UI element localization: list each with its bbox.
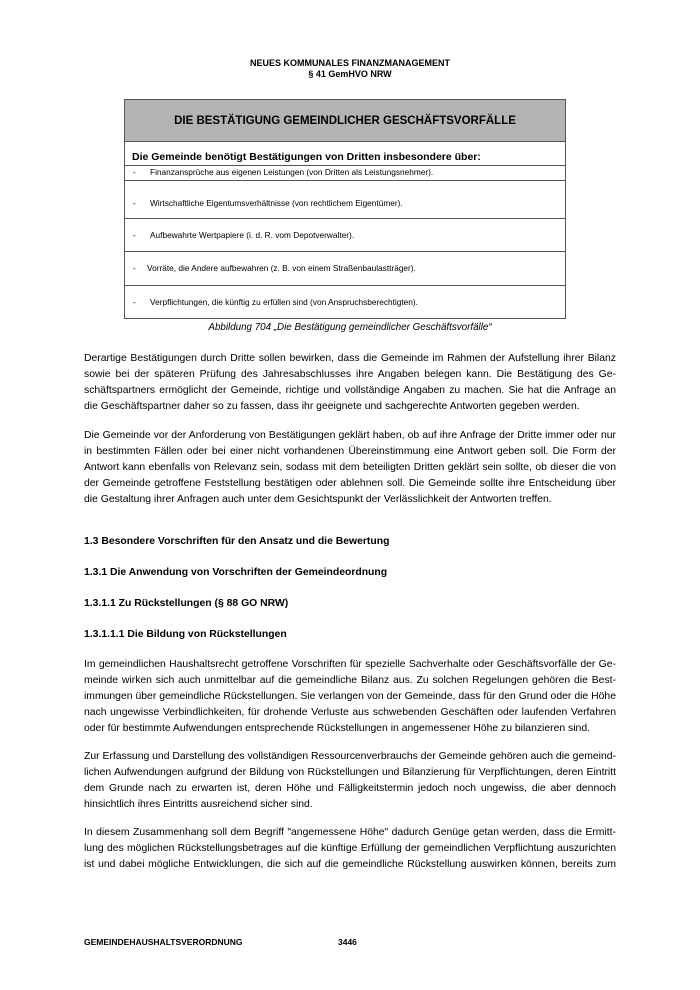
text-line: Im gemeindlichen Haushaltsrecht getroffene Vorschriften für spezielle Sachverhalte oder Geschäftsvorfälle der Ge- bbox=[84, 659, 616, 670]
item-dash: - bbox=[133, 263, 136, 273]
text-line: nach ungewisse Verbindlichkeiten, für drohende Verluste aus schwebenden Geschäften oder laufenden Verfahren bbox=[84, 707, 616, 718]
text-line: dem Grunde nach zu erwarten ist, deren Höhe und Fälligkeitstermin jedoch noch ungewiss, die aber dennoch bbox=[84, 783, 616, 794]
text-line: sowie bei der späteren Prüfung des Jahresabschlusses ihre Angaben belegen kann. Die Bestätigung des Ge- bbox=[84, 369, 616, 380]
text-line: Die Gemeinde vor der Anforderung von Bestätigungen geklärt haben, ob auf ihre Anfrage der Dritte immer oder nur bbox=[84, 430, 616, 441]
heading-1-3-1: 1.3.1 Die Anwendung von Vorschriften der Gemeindeordnung bbox=[84, 567, 388, 578]
paragraph-1 bbox=[84, 351, 616, 415]
text-line: die Gestaltung ihrer Anfragen auch unter dem Gesichtspunkt der Verlässlichkeit der Antworten treffen. bbox=[84, 494, 552, 505]
item-text: Wirtschaftliche Eigentumsverhältnisse (von rechtlichem Eigentümer). bbox=[150, 198, 403, 208]
box-title: DIE BESTÄTIGUNG GEMEINDLICHER GESCHÄFTSVORFÄLLE bbox=[125, 100, 565, 142]
text-line: in bestimmten Fällen oder bei einer nicht vorhandenen Übereinstimmung eine Antwort geben soll. Die Form der bbox=[84, 446, 616, 457]
heading-1-3-1-1: 1.3.1.1 Zu Rückstellungen (§ 88 GO NRW) bbox=[84, 598, 289, 609]
text-line: In diesem Zusammenhang soll dem Begriff "angemessene Höhe" dadurch Genüge getan werden, dass die Ermitt- bbox=[84, 827, 616, 838]
box-item bbox=[125, 251, 565, 286]
figure-caption: Abbildung 704 „Die Bestätigung gemeindlicher Geschäftsvorfälle“ bbox=[208, 322, 492, 333]
heading-1-3-1-1-1: 1.3.1.1.1 Die Bildung von Rückstellungen bbox=[84, 629, 287, 640]
item-dash: - bbox=[133, 230, 136, 240]
text-line: immungen über gemeindliche Rückstellungen. Sie verlangen von der Gemeinde, dass für den Grund oder die Höhe bbox=[84, 691, 616, 702]
text-line: Derartige Bestätigungen durch Dritte sollen bewirken, dass die Gemeinde im Rahmen der Aufstellung ihrer Bilanz bbox=[84, 353, 616, 364]
paragraph-4 bbox=[84, 749, 616, 813]
confirmation-box bbox=[124, 99, 566, 319]
text-line: meinde wirken sich auch unmittelbar auf die gemeindliche Bilanz aus. Zu solchen Regelungen gehören die Best- bbox=[84, 675, 616, 686]
box-lead: Die Gemeinde benötigt Bestätigungen von Dritten insbesondere über: bbox=[132, 151, 481, 163]
paragraph-3 bbox=[84, 657, 616, 737]
text-line: hinsichtlich ihres Eintritts ausreichend sicher sind. bbox=[84, 799, 313, 810]
item-text: Finanzansprüche aus eigenen Leistungen (von Dritten als Leistungsnehmer). bbox=[150, 167, 434, 177]
header-line-2: § 41 GemHVO NRW bbox=[308, 69, 392, 79]
item-text: Verpflichtungen, die künftig zu erfüllen sind (von Anspruchsberechtigten). bbox=[150, 297, 418, 307]
item-text: Aufbewahrte Wertpapiere (i. d. R. vom Depotverwalter). bbox=[150, 230, 355, 240]
item-dash: - bbox=[133, 198, 136, 208]
text-line: lung des möglichen Rückstellungsbetrages auf die künftige Erfüllung der gemeindlichen Verpflichtung auszurichten bbox=[84, 843, 616, 854]
item-dash: - bbox=[133, 167, 136, 177]
paragraph-2 bbox=[84, 428, 616, 508]
text-line: lichen Aufwendungen aufgrund der Bildung von Rückstellungen und Bilanzierung für Verpflichtungen, deren Eintritt bbox=[84, 767, 616, 778]
box-item bbox=[125, 285, 565, 319]
text-line: Antwort kann ebenfalls von Relevanz sein, sodass mit dem beteiligten Dritten geklärt sein sollte, ob dieser die von bbox=[84, 462, 616, 473]
box-item bbox=[125, 218, 565, 252]
item-text: Vorräte, die Andere aufbewahren (z. B. von einem Straßenbaulastträger). bbox=[147, 263, 416, 273]
text-line: schäftspartners ermöglicht der Gemeinde, richtige und vollständige Angaben zu machen. Sie hat die Anfrage an bbox=[84, 385, 616, 396]
header-line-1: NEUES KOMMUNALES FINANZMANAGEMENT bbox=[250, 58, 450, 68]
paragraph-5 bbox=[84, 825, 616, 873]
page-number: 3446 bbox=[338, 937, 357, 947]
text-line: Zur Erfassung und Darstellung des vollständigen Ressourcenverbrauchs der Gemeinde gehören auch die gemeind- bbox=[84, 751, 616, 762]
item-dash: - bbox=[133, 297, 136, 307]
text-line: die Geschäftspartner daher so zu fassen, dass ihr geeignete und sachgerechte Antworten gegeben werden. bbox=[84, 401, 580, 412]
text-line: oder für bestimmte Aufwendungen entsprechende Rückstellungen in angemessener Höhe zu bilanzieren sind. bbox=[84, 723, 590, 734]
box-item bbox=[125, 165, 565, 181]
text-line: der Gemeinde getroffene Feststellung bestätigen oder ablehnen soll. Die Gemeinde sollte ihre Entscheidung über bbox=[84, 478, 616, 489]
box-item bbox=[125, 180, 565, 219]
footer-title: GEMEINDEHAUSHALTSVERORDNUNG bbox=[84, 937, 243, 947]
text-line: ist und dabei mögliche Entwicklungen, die sich auf die gemeindliche Rückstellung auswirken können, bereits zum bbox=[84, 859, 616, 870]
heading-1-3: 1.3 Besondere Vorschriften für den Ansatz und die Bewertung bbox=[84, 536, 390, 547]
